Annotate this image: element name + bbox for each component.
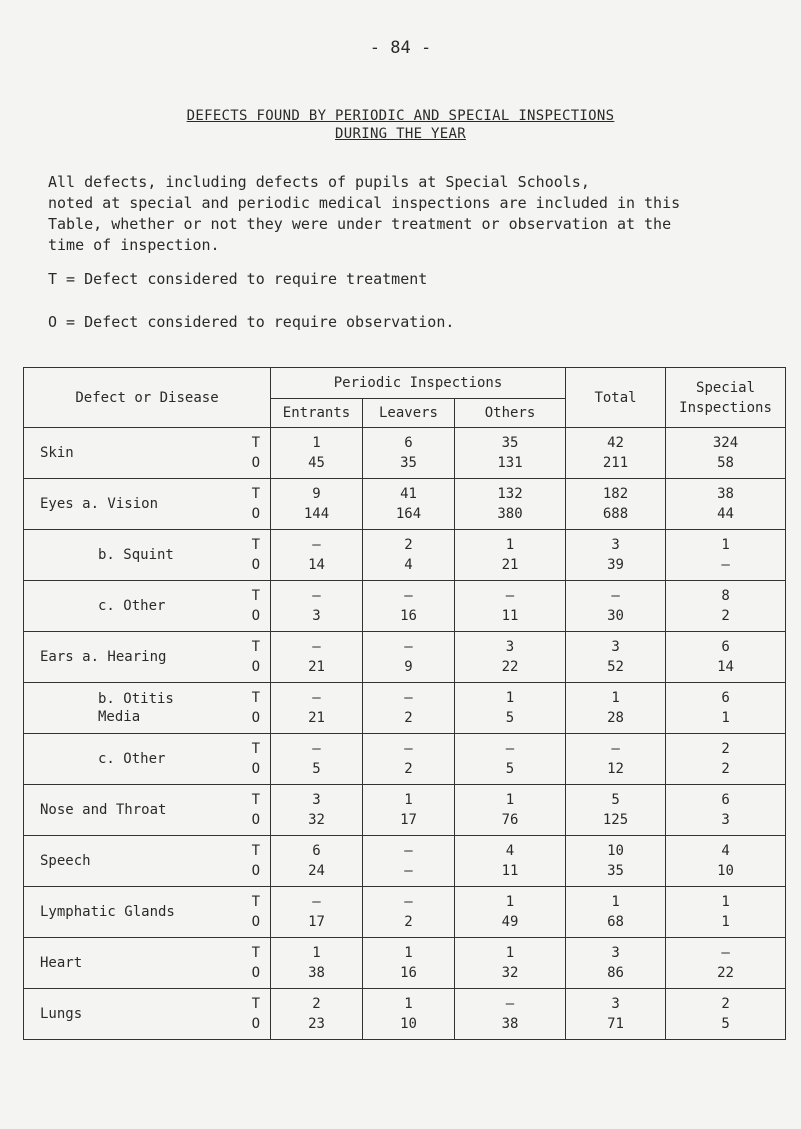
title-line-2: DURING THE YEAR	[335, 126, 466, 142]
defects-table	[23, 367, 786, 1040]
entrants-observation-value: 24	[308, 863, 325, 879]
entrants-cell	[271, 734, 363, 785]
others-observation-value: 32	[501, 965, 519, 981]
special-treatment-value: 6	[721, 639, 730, 655]
total-treatment-value: 1	[611, 894, 620, 910]
defect-cell	[24, 479, 271, 530]
leavers-observation-value: 35	[400, 455, 417, 471]
special-treatment-value: 1	[721, 537, 730, 553]
leavers-observation-value: 2	[404, 761, 413, 777]
defect-cell	[24, 938, 271, 989]
defect-name: b. Otitis Media	[98, 691, 174, 725]
code-o: O	[251, 914, 260, 930]
entrants-treatment-value: –	[312, 690, 321, 706]
special-observation-value: 10	[717, 863, 734, 879]
header-total: Total	[566, 368, 666, 428]
defect-name: b. Squint	[98, 547, 174, 563]
special-observation-value: 1	[721, 710, 730, 726]
leavers-treatment-value: –	[404, 690, 413, 706]
special-treatment-value: 2	[721, 996, 730, 1012]
code-t: T	[251, 639, 260, 655]
defect-name: Nose and Throat	[40, 802, 167, 818]
total-cell	[566, 887, 666, 938]
total-cell	[566, 479, 666, 530]
total-cell	[566, 530, 666, 581]
others-cell	[455, 734, 566, 785]
special-cell	[666, 836, 786, 887]
leavers-cell	[363, 887, 455, 938]
total-treatment-value: 42	[607, 435, 624, 451]
table-row	[24, 479, 786, 530]
leavers-observation-value: 10	[400, 1016, 417, 1032]
defect-name: Skin	[40, 445, 74, 461]
to-codes	[252, 994, 260, 1034]
leavers-treatment-value: –	[404, 894, 413, 910]
others-treatment-value: –	[505, 741, 515, 757]
total-observation-value: 68	[607, 914, 624, 930]
entrants-observation-value: 21	[308, 710, 325, 726]
others-cell	[455, 887, 566, 938]
code-o: O	[251, 506, 260, 522]
leavers-observation-value: 9	[404, 659, 413, 675]
leavers-treatment-value: 2	[404, 537, 413, 553]
table-row	[24, 683, 786, 734]
total-observation-value: 211	[602, 455, 629, 471]
special-cell	[666, 734, 786, 785]
special-observation-value: –	[721, 557, 730, 573]
total-observation-value: 12	[607, 761, 624, 777]
code-t: T	[251, 486, 260, 502]
leavers-observation-value: 16	[400, 608, 417, 624]
table-row	[24, 887, 786, 938]
others-treatment-value: 3	[505, 639, 515, 655]
entrants-treatment-value: 1	[312, 945, 321, 961]
others-treatment-value: 4	[505, 843, 515, 859]
total-treatment-value: –	[611, 588, 620, 604]
total-observation-value: 125	[602, 812, 629, 828]
entrants-observation-value: 3	[312, 608, 321, 624]
entrants-observation-value: 32	[308, 812, 325, 828]
code-t: T	[251, 945, 260, 961]
entrants-observation-value: 38	[308, 965, 325, 981]
total-observation-value: 30	[607, 608, 624, 624]
others-observation-value: 11	[501, 608, 519, 624]
to-codes	[252, 637, 260, 677]
entrants-cell	[271, 530, 363, 581]
table-row	[24, 836, 786, 887]
total-treatment-value: 3	[611, 537, 620, 553]
special-treatment-value: –	[721, 945, 730, 961]
leavers-treatment-value: 1	[404, 996, 413, 1012]
others-treatment-value: 35	[501, 435, 519, 451]
entrants-treatment-value: 6	[312, 843, 321, 859]
others-treatment-value: 1	[505, 945, 515, 961]
leavers-cell	[363, 428, 455, 479]
others-treatment-value: 1	[505, 894, 515, 910]
special-treatment-value: 38	[717, 486, 734, 502]
total-observation-value: 86	[607, 965, 624, 981]
total-observation-value: 28	[607, 710, 624, 726]
code-o: O	[251, 557, 260, 573]
entrants-observation-value: 5	[312, 761, 321, 777]
defect-name: Speech	[40, 853, 91, 869]
code-t: T	[251, 996, 260, 1012]
code-t: T	[251, 588, 260, 604]
table-row	[24, 581, 786, 632]
code-o: O	[251, 761, 260, 777]
code-o: O	[251, 710, 260, 726]
entrants-treatment-value: –	[312, 639, 321, 655]
total-cell	[566, 785, 666, 836]
total-observation-value: 688	[602, 506, 629, 522]
others-observation-value: 49	[501, 914, 519, 930]
special-observation-value: 14	[717, 659, 734, 675]
special-treatment-value: 8	[721, 588, 730, 604]
special-cell	[666, 581, 786, 632]
special-cell	[666, 887, 786, 938]
defect-cell	[24, 989, 271, 1040]
code-o: O	[251, 608, 260, 624]
entrants-observation-value: 23	[308, 1016, 325, 1032]
leavers-observation-value: 4	[404, 557, 413, 573]
special-cell	[666, 989, 786, 1040]
total-treatment-value: 182	[602, 486, 629, 502]
total-observation-value: 71	[607, 1016, 624, 1032]
table-row	[24, 632, 786, 683]
entrants-observation-value: 14	[308, 557, 325, 573]
special-cell	[666, 530, 786, 581]
others-cell	[455, 989, 566, 1040]
leavers-observation-value: 164	[395, 506, 422, 522]
defect-cell	[24, 581, 271, 632]
others-cell	[455, 683, 566, 734]
entrants-observation-value: 45	[308, 455, 325, 471]
code-o: O	[251, 1016, 260, 1032]
leavers-treatment-value: 41	[400, 486, 417, 502]
code-o: O	[251, 455, 260, 471]
defect-name: Lungs	[40, 1006, 83, 1022]
code-t: T	[251, 435, 260, 451]
special-cell	[666, 632, 786, 683]
leavers-cell	[363, 479, 455, 530]
leavers-cell	[363, 989, 455, 1040]
leavers-observation-value: 16	[400, 965, 417, 981]
total-cell	[566, 938, 666, 989]
total-cell	[566, 581, 666, 632]
defect-name: Ears a. Hearing	[40, 649, 167, 665]
entrants-cell	[271, 479, 363, 530]
defect-cell	[24, 632, 271, 683]
code-t: T	[251, 894, 260, 910]
special-treatment-value: 324	[712, 435, 739, 451]
code-o: O	[251, 812, 260, 828]
others-cell	[455, 530, 566, 581]
entrants-treatment-value: –	[312, 741, 321, 757]
others-observation-value: 11	[501, 863, 519, 879]
to-codes	[252, 688, 260, 728]
leavers-observation-value: 2	[404, 710, 413, 726]
others-observation-value: 22	[501, 659, 519, 675]
others-treatment-value: –	[505, 996, 515, 1012]
others-treatment-value: 132	[497, 486, 523, 502]
special-treatment-value: 6	[721, 690, 730, 706]
special-treatment-value: 4	[721, 843, 730, 859]
total-observation-value: 39	[607, 557, 624, 573]
to-codes	[252, 484, 260, 524]
total-observation-value: 52	[607, 659, 624, 675]
entrants-cell	[271, 989, 363, 1040]
leavers-cell	[363, 581, 455, 632]
defect-name: Lymphatic Glands	[40, 904, 175, 920]
leavers-observation-value: –	[404, 863, 413, 879]
special-cell	[666, 938, 786, 989]
table-row	[24, 989, 786, 1040]
others-observation-value: 5	[505, 710, 515, 726]
code-o: O	[251, 659, 260, 675]
others-cell	[455, 428, 566, 479]
entrants-treatment-value: –	[312, 894, 321, 910]
special-observation-value: 2	[721, 608, 730, 624]
others-observation-value: 380	[497, 506, 523, 522]
code-o: O	[251, 965, 260, 981]
total-observation-value: 35	[607, 863, 624, 879]
leavers-treatment-value: –	[404, 639, 413, 655]
document-subtitle	[0, 126, 801, 142]
document-title	[0, 108, 801, 124]
intro-paragraph: All defects, including defects of pupils at Special Schools, noted at special and periodic medical inspections are included in this Table, whether or not they were under treatment or observation at the time of inspection.	[48, 173, 681, 254]
others-treatment-value: 1	[505, 792, 515, 808]
leavers-treatment-value: –	[404, 588, 413, 604]
to-codes	[252, 739, 260, 779]
others-cell	[455, 479, 566, 530]
defect-cell	[24, 836, 271, 887]
code-t: T	[251, 690, 260, 706]
code-t: T	[251, 843, 260, 859]
special-cell	[666, 785, 786, 836]
to-codes	[252, 841, 260, 881]
total-cell	[566, 683, 666, 734]
entrants-treatment-value: 1	[312, 435, 321, 451]
leavers-observation-value: 2	[404, 914, 413, 930]
total-treatment-value: 3	[611, 945, 620, 961]
entrants-observation-value: 21	[308, 659, 325, 675]
total-cell	[566, 734, 666, 785]
others-observation-value: 76	[501, 812, 519, 828]
special-treatment-value: 6	[721, 792, 730, 808]
entrants-treatment-value: 3	[312, 792, 321, 808]
to-codes	[252, 892, 260, 932]
header-periodic: Periodic Inspections	[271, 368, 566, 399]
others-observation-value: 5	[505, 761, 515, 777]
leavers-cell	[363, 836, 455, 887]
leavers-cell	[363, 683, 455, 734]
entrants-observation-value: 144	[303, 506, 330, 522]
special-observation-value: 22	[717, 965, 734, 981]
entrants-treatment-value: 9	[312, 486, 321, 502]
others-treatment-value: 1	[505, 690, 515, 706]
leavers-treatment-value: 1	[404, 945, 413, 961]
special-observation-value: 2	[721, 761, 730, 777]
entrants-cell	[271, 632, 363, 683]
total-treatment-value: 3	[611, 639, 620, 655]
total-treatment-value: 1	[611, 690, 620, 706]
header-others: Others	[455, 399, 566, 428]
header-defect: Defect or Disease	[24, 368, 271, 428]
leavers-treatment-value: –	[404, 741, 413, 757]
others-treatment-value: –	[505, 588, 515, 604]
entrants-observation-value: 17	[308, 914, 325, 930]
defect-cell	[24, 887, 271, 938]
others-observation-value: 131	[497, 455, 523, 471]
total-treatment-value: 3	[611, 996, 620, 1012]
entrants-cell	[271, 938, 363, 989]
total-treatment-value: 5	[611, 792, 620, 808]
special-observation-value: 44	[717, 506, 734, 522]
leavers-cell	[363, 734, 455, 785]
to-codes	[252, 943, 260, 983]
total-treatment-value: 10	[607, 843, 624, 859]
defect-cell	[24, 734, 271, 785]
leavers-cell	[363, 530, 455, 581]
leavers-treatment-value: –	[404, 843, 413, 859]
total-cell	[566, 989, 666, 1040]
to-codes	[252, 433, 260, 473]
special-treatment-value: 2	[721, 741, 730, 757]
defect-cell	[24, 785, 271, 836]
to-codes	[252, 790, 260, 830]
special-observation-value: 5	[721, 1016, 730, 1032]
entrants-cell	[271, 836, 363, 887]
header-entrants: Entrants	[271, 399, 363, 428]
others-cell	[455, 836, 566, 887]
special-cell	[666, 479, 786, 530]
leavers-cell	[363, 632, 455, 683]
leavers-treatment-value: 1	[404, 792, 413, 808]
others-treatment-value: 1	[505, 537, 515, 553]
title-line-1: DEFECTS FOUND BY PERIODIC AND SPECIAL INSPECTIONS	[186, 108, 615, 124]
total-treatment-value: –	[611, 741, 620, 757]
total-cell	[566, 836, 666, 887]
total-cell	[566, 632, 666, 683]
defect-cell	[24, 428, 271, 479]
defect-name: c. Other	[98, 751, 166, 767]
leavers-treatment-value: 6	[404, 435, 413, 451]
entrants-cell	[271, 683, 363, 734]
table-row	[24, 785, 786, 836]
special-cell	[666, 683, 786, 734]
table-row	[24, 530, 786, 581]
entrants-cell	[271, 428, 363, 479]
special-observation-value: 1	[721, 914, 730, 930]
legend-treatment: T = Defect considered to require treatment	[48, 270, 428, 288]
entrants-treatment-value: –	[312, 537, 321, 553]
table-row	[24, 734, 786, 785]
leavers-observation-value: 17	[400, 812, 417, 828]
defect-name: c. Other	[98, 598, 166, 614]
leavers-cell	[363, 785, 455, 836]
table-row	[24, 428, 786, 479]
entrants-treatment-value: –	[312, 588, 321, 604]
special-observation-value: 58	[717, 455, 734, 471]
code-t: T	[251, 792, 260, 808]
defect-cell	[24, 530, 271, 581]
others-cell	[455, 632, 566, 683]
table-body	[24, 428, 786, 1040]
entrants-cell	[271, 581, 363, 632]
page-number: - 84 -	[369, 38, 432, 58]
special-observation-value: 3	[721, 812, 730, 828]
others-observation-value: 21	[501, 557, 519, 573]
header-special: Special Inspections	[666, 368, 786, 428]
header-leavers: Leavers	[363, 399, 455, 428]
others-cell	[455, 938, 566, 989]
total-cell	[566, 428, 666, 479]
table-row	[24, 938, 786, 989]
special-treatment-value: 1	[721, 894, 730, 910]
code-t: T	[251, 537, 260, 553]
defect-name: Eyes a. Vision	[40, 496, 159, 512]
code-t: T	[251, 741, 260, 757]
leavers-cell	[363, 938, 455, 989]
entrants-cell	[271, 887, 363, 938]
others-observation-value: 38	[501, 1016, 519, 1032]
defect-cell	[24, 683, 271, 734]
entrants-cell	[271, 785, 363, 836]
others-cell	[455, 785, 566, 836]
special-cell	[666, 428, 786, 479]
code-o: O	[251, 863, 260, 879]
legend-observation: O = Defect considered to require observation.	[48, 313, 455, 331]
others-cell	[455, 581, 566, 632]
to-codes	[252, 535, 260, 575]
entrants-treatment-value: 2	[312, 996, 321, 1012]
to-codes	[252, 586, 260, 626]
defect-name: Heart	[40, 955, 83, 971]
